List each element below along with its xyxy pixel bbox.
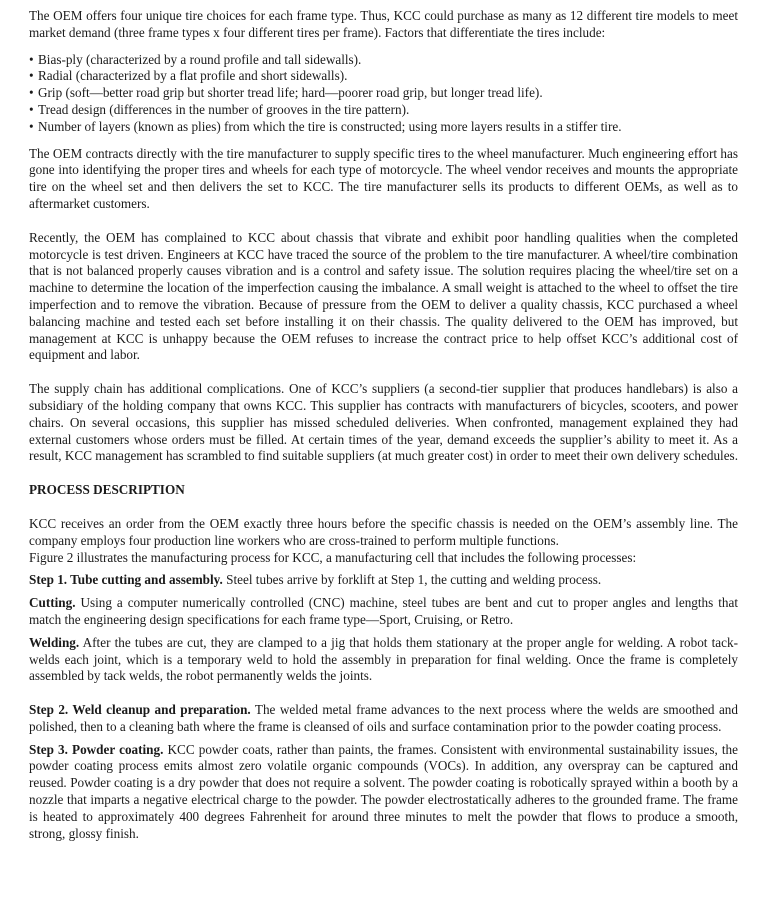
step2-paragraph	[29, 702, 738, 736]
bullet-icon: •	[29, 85, 34, 101]
list-item: • Tread design (differences in the number of grooves in the tire pattern).	[29, 101, 410, 117]
welding-title: Welding.	[29, 634, 80, 650]
list-item: • Bias-ply (characterized by a round profile and tall sidewalls).	[29, 51, 362, 67]
tire-factors-list	[29, 52, 738, 136]
bullet-icon: •	[29, 101, 34, 117]
step3-text: KCC powder coats, rather than paints, the frames. Consistent with environmental sustainability issues, the powder coating process emits almost zero volatile organic compounds (VOCs). In addition, any overspray can be captured and reused. Powder coating is a dry powder that does not require a solvent. The powder coating is robotically sprayed within a booth by a nozzle that imparts a negative electrical charge to the powder. The powder electrostatically adheres to the grounded frame. The frame is heated to approximately 400 degrees Fahrenheit for around three minutes to melt the powder that flows to produce a smooth, strong, glossy finish.	[29, 741, 739, 841]
step2-text: The welded metal frame advances to the next process where the welds are smoothed and polished, then to a cleaning bath where the frame is cleansed of oils and surface contamination prior to the powder coating process.	[29, 702, 738, 734]
bullet-icon: •	[29, 51, 34, 67]
contracts-paragraph: The OEM contracts directly with the tire manufacturer to supply specific tires to the wheel manufacturer. Much engineering effort has gone into identifying the proper tires and wheels for each type of motorcycle. The wheel vendor receives and mounts the appropriate tire on the wheel set and then delivers the set to KCC. The tire manufacturer sells its products to different OEMs, as well as to aftermarket customers.	[29, 145, 738, 211]
bullet-icon: •	[29, 118, 34, 134]
list-item: • Number of layers (known as plies) from which the tire is constructed; using more layers results in a stiffer tire.	[29, 118, 622, 134]
cutting-paragraph	[29, 595, 738, 629]
bullet-icon: •	[29, 68, 34, 84]
document-page	[29, 8, 738, 842]
step3-paragraph	[29, 742, 738, 843]
complaint-paragraph: Recently, the OEM has complained to KCC about chassis that vibrate and exhibit poor handling qualities when the completed motorcycle is test driven. Engineers at KCC have traced the source of the problem to the tire manufacturer. A wheel/tire combination that is not balanced properly causes vibration and is a control and safety issue. The solution requires placing the wheel/tire set on a machine to determine the location of the imperfection causing the imbalance. A small weight is attached to the wheel to offset the tire imperfection and to remove the vibration. Because of pressure from the OEM to deliver a quality chassis, KCC purchased a wheel balancing machine and tested each set before installing it on their chassis. The quality delivered to the OEM has improved, but management at KCC is unhappy because the OEM refuses to increase the contract price to help offset KCC’s additional cost of equipment and labor.	[29, 229, 738, 363]
step3-title: Step 3. Powder coating.	[29, 741, 164, 757]
welding-text: After the tubes are cut, they are clamped to a jig that holds them stationary at the proper angle for welding. A robot tack-welds each joint, which is a temporary weld to hold the assembly in preparation for final welding. Once the frame is completely assembled by tack welds, the robot permanently welds the joints.	[29, 634, 738, 684]
step1-paragraph	[29, 572, 738, 589]
list-item: • Grip (soft—better road grip but shorter tread life; hard—poorer road grip, but longer tread life).	[29, 85, 543, 101]
list-item: • Radial (characterized by a flat profile and short sidewalls).	[29, 68, 348, 84]
section-heading: PROCESS DESCRIPTION	[29, 482, 185, 498]
step1-text: Steel tubes arrive by forklift at Step 1, the cutting and welding process.	[222, 572, 602, 588]
supply-chain-paragraph: The supply chain has additional complications. One of KCC’s suppliers (a second-tier supplier that produces handlebars) is also a subsidiary of the holding company that owns KCC. This supplier has contracts with manufacturers of bicycles, scooters, and power chairs. On several occasions, this supplier has missed scheduled deliveries. When confronted, management explained they had external customers whose orders must be filled. At certain times of the year, demand exceeds the supplier’s ability to meet it. As a result, KCC management has scrambled to find suitable suppliers (at much greater cost) in order to meet their own delivery schedules.	[29, 381, 738, 464]
figure-reference-paragraph: Figure 2 illustrates the manufacturing process for KCC, a manufacturing cell that includes the following processes:	[29, 549, 637, 565]
step1-title: Step 1. Tube cutting and assembly.	[29, 572, 223, 588]
order-paragraph: KCC receives an order from the OEM exactly three hours before the specific chassis is needed on the OEM’s assembly line. The company employs four production line workers who are cross-trained to perform multiple functions.	[29, 515, 738, 548]
cutting-title: Cutting.	[29, 595, 76, 611]
intro-paragraph: The OEM offers four unique tire choices for each frame type. Thus, KCC could purchase as many as 12 different tire models to meet market demand (three frame types x four different tires per frame). Factors that differentiate the tires include:	[29, 8, 738, 40]
welding-paragraph	[29, 635, 738, 685]
cutting-text: Using a computer numerically controlled (CNC) machine, steel tubes are bent and cut to proper angles and lengths that match the engineering design specifications for each frame type—Sport, Cruising, or Retro.	[29, 595, 738, 627]
step2-title: Step 2. Weld cleanup and preparation.	[29, 702, 251, 718]
